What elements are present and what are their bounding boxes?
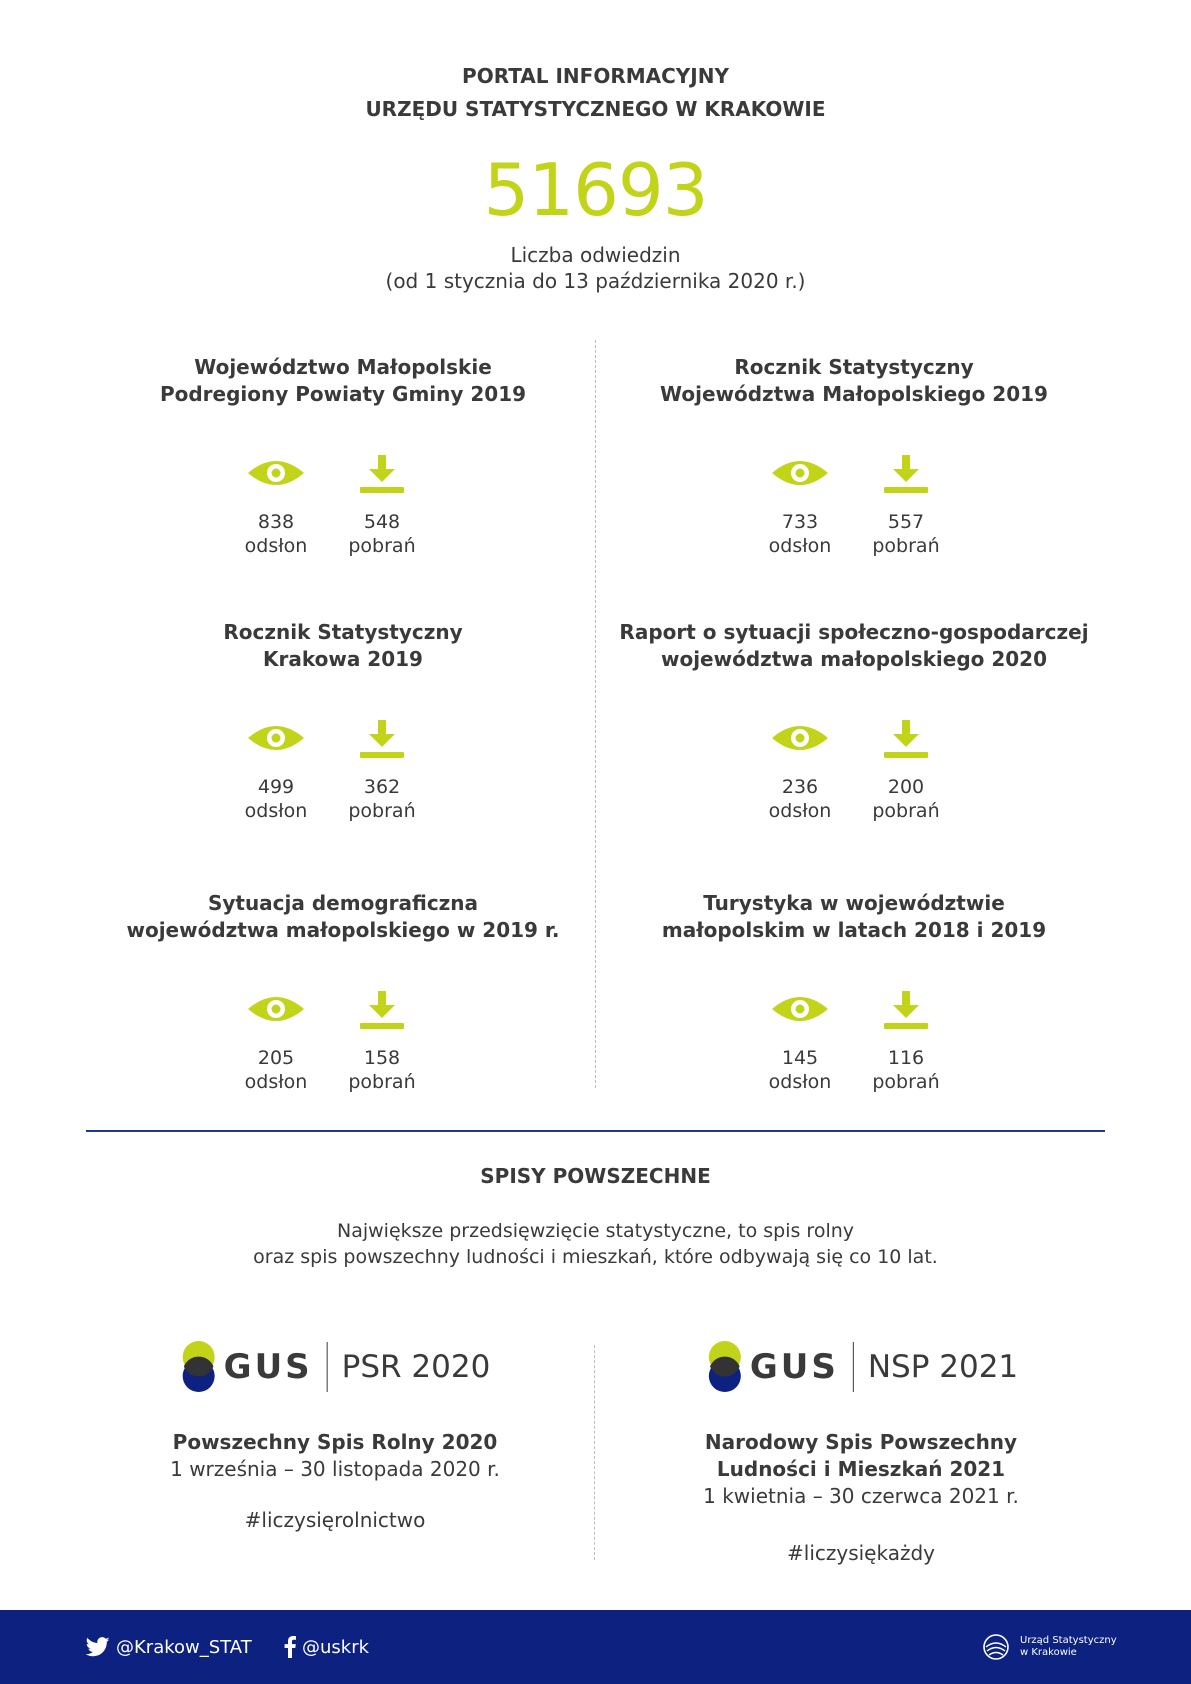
twitter-handle: @Krakow_STAT xyxy=(116,1636,252,1658)
publication-title: Rocznik Statystyczny Krakowa 2019 xyxy=(223,620,463,671)
views-unit: odsłon xyxy=(768,1071,832,1093)
column-divider xyxy=(595,340,596,1088)
gus-logo-icon xyxy=(180,1340,218,1394)
downloads-count: 557 xyxy=(887,511,925,533)
gus-logo-icon xyxy=(706,1340,744,1394)
download-icon[interactable] xyxy=(877,453,935,493)
downloads-count: 548 xyxy=(363,511,401,533)
download-icon[interactable] xyxy=(877,718,935,758)
downloads-unit: pobrań xyxy=(872,800,940,822)
twitter-icon xyxy=(86,1637,110,1657)
download-icon[interactable] xyxy=(353,989,411,1029)
visits-period: (od 1 stycznia do 13 października 2020 r.) xyxy=(385,269,806,293)
census-hashtag[interactable]: #liczysiękażdy xyxy=(787,1541,935,1565)
us-krakow-logo-icon xyxy=(982,1629,1010,1665)
downloads-unit: pobrań xyxy=(348,800,416,822)
census-name-line1: Narodowy Spis Powszechny xyxy=(704,1430,1018,1454)
eye-icon xyxy=(771,989,829,1029)
downloads-stat xyxy=(861,775,951,823)
views-count: 145 xyxy=(781,1047,819,1069)
views-unit: odsłon xyxy=(244,535,308,557)
facebook-link[interactable] xyxy=(284,1610,369,1684)
visits-caption xyxy=(0,242,1191,294)
gus-nsp-logo xyxy=(706,1337,1018,1397)
census-dates: 1 kwietnia – 30 czerwca 2021 r. xyxy=(703,1484,1019,1508)
logo-separator xyxy=(853,1342,854,1392)
download-icon[interactable] xyxy=(353,453,411,493)
census-info-psr xyxy=(170,1429,500,1483)
views-count: 236 xyxy=(781,776,819,798)
us-krakow-logo-text: Urząd Statystyczny w Krakowie xyxy=(1020,1635,1117,1658)
downloads-unit: pobrań xyxy=(348,535,416,557)
views-stat xyxy=(755,510,845,558)
visits-label: Liczba odwiedzin xyxy=(510,243,681,267)
downloads-count: 158 xyxy=(363,1047,401,1069)
facebook-handle: @uskrk xyxy=(302,1636,370,1658)
downloads-unit: pobrań xyxy=(348,1071,416,1093)
views-unit: odsłon xyxy=(244,800,308,822)
downloads-stat xyxy=(337,1046,427,1094)
census-hashtag[interactable]: #liczysięrolnictwo xyxy=(244,1508,426,1532)
census-description: Największe przedsięwzięcie statystyczne, to spis rolny oraz spis powszechny ludności i mieszkań, które odbywają się co 10 lat. xyxy=(253,1220,938,1268)
views-unit: odsłon xyxy=(244,1071,308,1093)
views-stat xyxy=(231,775,321,823)
downloads-stat xyxy=(861,1046,951,1094)
facebook-icon xyxy=(284,1636,296,1658)
eye-icon xyxy=(247,989,305,1029)
publication-title: Turystyka w województwie małopolskim w latach 2018 i 2019 xyxy=(661,891,1047,942)
publication-title: Województwo Małopolskie Podregiony Powiaty Gminy 2019 xyxy=(159,355,527,406)
views-unit: odsłon xyxy=(768,800,832,822)
publication-title: Raport o sytuacji społeczno-gospodarczej województwa małopolskiego 2020 xyxy=(619,620,1089,671)
views-stat xyxy=(231,1046,321,1094)
gus-psr-logo xyxy=(180,1337,491,1397)
census-column-divider xyxy=(594,1345,595,1560)
logo-separator xyxy=(327,1342,328,1392)
views-stat xyxy=(231,510,321,558)
census-info-nsp xyxy=(703,1429,1019,1510)
downloads-count: 362 xyxy=(363,776,401,798)
twitter-link[interactable] xyxy=(86,1610,252,1684)
downloads-stat xyxy=(337,775,427,823)
section-divider xyxy=(86,1130,1105,1132)
footer xyxy=(0,1610,1191,1684)
downloads-count: 116 xyxy=(887,1047,925,1069)
census-section-title: SPISY POWSZECHNE xyxy=(480,1164,711,1188)
eye-icon xyxy=(247,718,305,758)
downloads-stat xyxy=(861,510,951,558)
views-count: 733 xyxy=(781,511,819,533)
views-count: 205 xyxy=(257,1047,295,1069)
gus-wordmark: GUS xyxy=(223,1347,313,1387)
views-stat xyxy=(755,1046,845,1094)
census-name-line2: Ludności i Mieszkań 2021 xyxy=(716,1457,1006,1481)
eye-icon xyxy=(771,718,829,758)
page-title-line2: URZĘDU STATYSTYCZNEGO W KRAKOWIE xyxy=(365,97,826,121)
publication-title: Sytuacja demograficzna województwa małopolskiego w 2019 r. xyxy=(126,891,560,942)
gus-wordmark: GUS xyxy=(749,1347,839,1387)
census-dates: 1 września – 30 listopada 2020 r. xyxy=(170,1457,500,1481)
us-krakow-logo xyxy=(982,1610,1117,1684)
download-icon[interactable] xyxy=(877,989,935,1029)
census-logo-label: NSP 2021 xyxy=(867,1349,1019,1385)
eye-icon xyxy=(771,453,829,493)
downloads-stat xyxy=(337,510,427,558)
census-name: Powszechny Spis Rolny 2020 xyxy=(172,1430,498,1454)
page-title xyxy=(0,60,1191,126)
census-logo-label: PSR 2020 xyxy=(341,1349,491,1385)
page-title-line1: PORTAL INFORMACYJNY xyxy=(462,64,729,88)
downloads-unit: pobrań xyxy=(872,535,940,557)
downloads-count: 200 xyxy=(887,776,925,798)
views-stat xyxy=(755,775,845,823)
publication-title: Rocznik Statystyczny Województwa Małopolskiego 2019 xyxy=(660,355,1048,406)
visits-count: 51693 xyxy=(483,148,708,232)
views-unit: odsłon xyxy=(768,535,832,557)
downloads-unit: pobrań xyxy=(872,1071,940,1093)
eye-icon xyxy=(247,453,305,493)
download-icon[interactable] xyxy=(353,718,411,758)
views-count: 499 xyxy=(257,776,295,798)
views-count: 838 xyxy=(257,511,295,533)
